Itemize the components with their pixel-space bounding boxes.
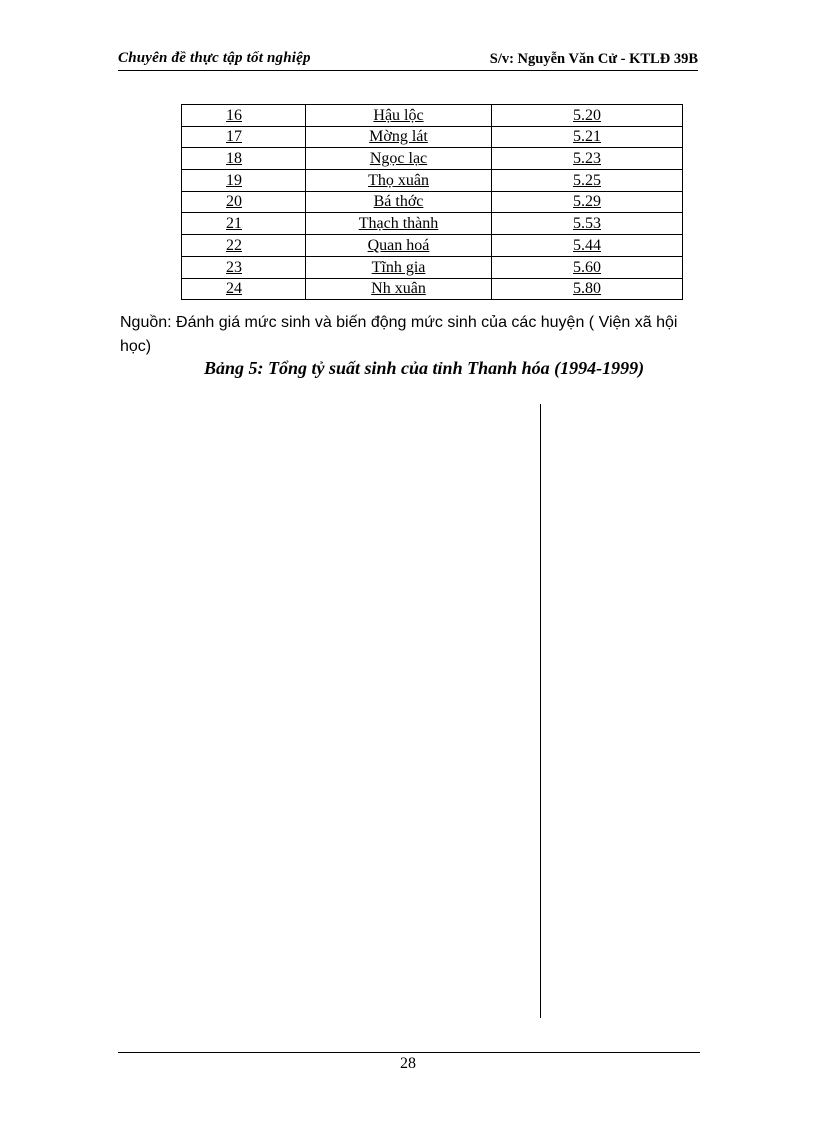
table-row — [182, 235, 683, 257]
fertility-table — [181, 104, 683, 300]
district-name: Hậu lộc — [306, 105, 492, 127]
table-caption: Bảng 5: Tổng tỷ suất sinh của tỉnh Thanh hóa (1994-1999) — [204, 358, 645, 378]
district-name: Bá thớc — [306, 191, 492, 213]
row-number: 18 — [182, 148, 306, 170]
district-name: Nh xuân — [306, 278, 492, 300]
district-name: Thọ xuân — [306, 170, 492, 192]
fertility-value: 5.29 — [492, 191, 683, 213]
row-number: 17 — [182, 126, 306, 148]
header-author: S/v: Nguyễn Văn Cử - KTLĐ 39B — [489, 51, 698, 67]
row-number: 16 — [182, 105, 306, 127]
fertility-value: 5.25 — [492, 170, 683, 192]
row-number: 22 — [182, 235, 306, 257]
fertility-value: 5.80 — [492, 278, 683, 300]
table-row — [182, 278, 683, 300]
footer-rule — [118, 1052, 700, 1053]
district-name: Quan hoá — [306, 235, 492, 257]
district-name: Mờng lát — [306, 126, 492, 148]
header-document-title: Chuyên đề thực tập tốt nghiệp — [118, 50, 311, 66]
district-name: Thạch thành — [306, 213, 492, 235]
fertility-value: 5.20 — [492, 105, 683, 127]
table-row — [182, 148, 683, 170]
fertility-value: 5.44 — [492, 235, 683, 257]
source-note: Nguồn: Đánh giá mức sinh và biến động mức sinh của các huyện ( Viện xã hội học) — [120, 314, 678, 355]
table-row — [182, 256, 683, 278]
row-number: 24 — [182, 278, 306, 300]
fertility-value: 5.60 — [492, 256, 683, 278]
table-row — [182, 105, 683, 127]
table-row — [182, 213, 683, 235]
table-row — [182, 191, 683, 213]
table-row — [182, 170, 683, 192]
page-number: 28 — [400, 1055, 416, 1072]
fertility-value: 5.53 — [492, 213, 683, 235]
row-number: 19 — [182, 170, 306, 192]
header-rule — [118, 70, 698, 71]
table-row — [182, 126, 683, 148]
vertical-divider-line — [540, 404, 541, 1018]
fertility-value: 5.21 — [492, 126, 683, 148]
row-number: 21 — [182, 213, 306, 235]
row-number: 23 — [182, 256, 306, 278]
district-name: Ngọc lạc — [306, 148, 492, 170]
district-name: Tĩnh gia — [306, 256, 492, 278]
row-number: 20 — [182, 191, 306, 213]
fertility-value: 5.23 — [492, 148, 683, 170]
